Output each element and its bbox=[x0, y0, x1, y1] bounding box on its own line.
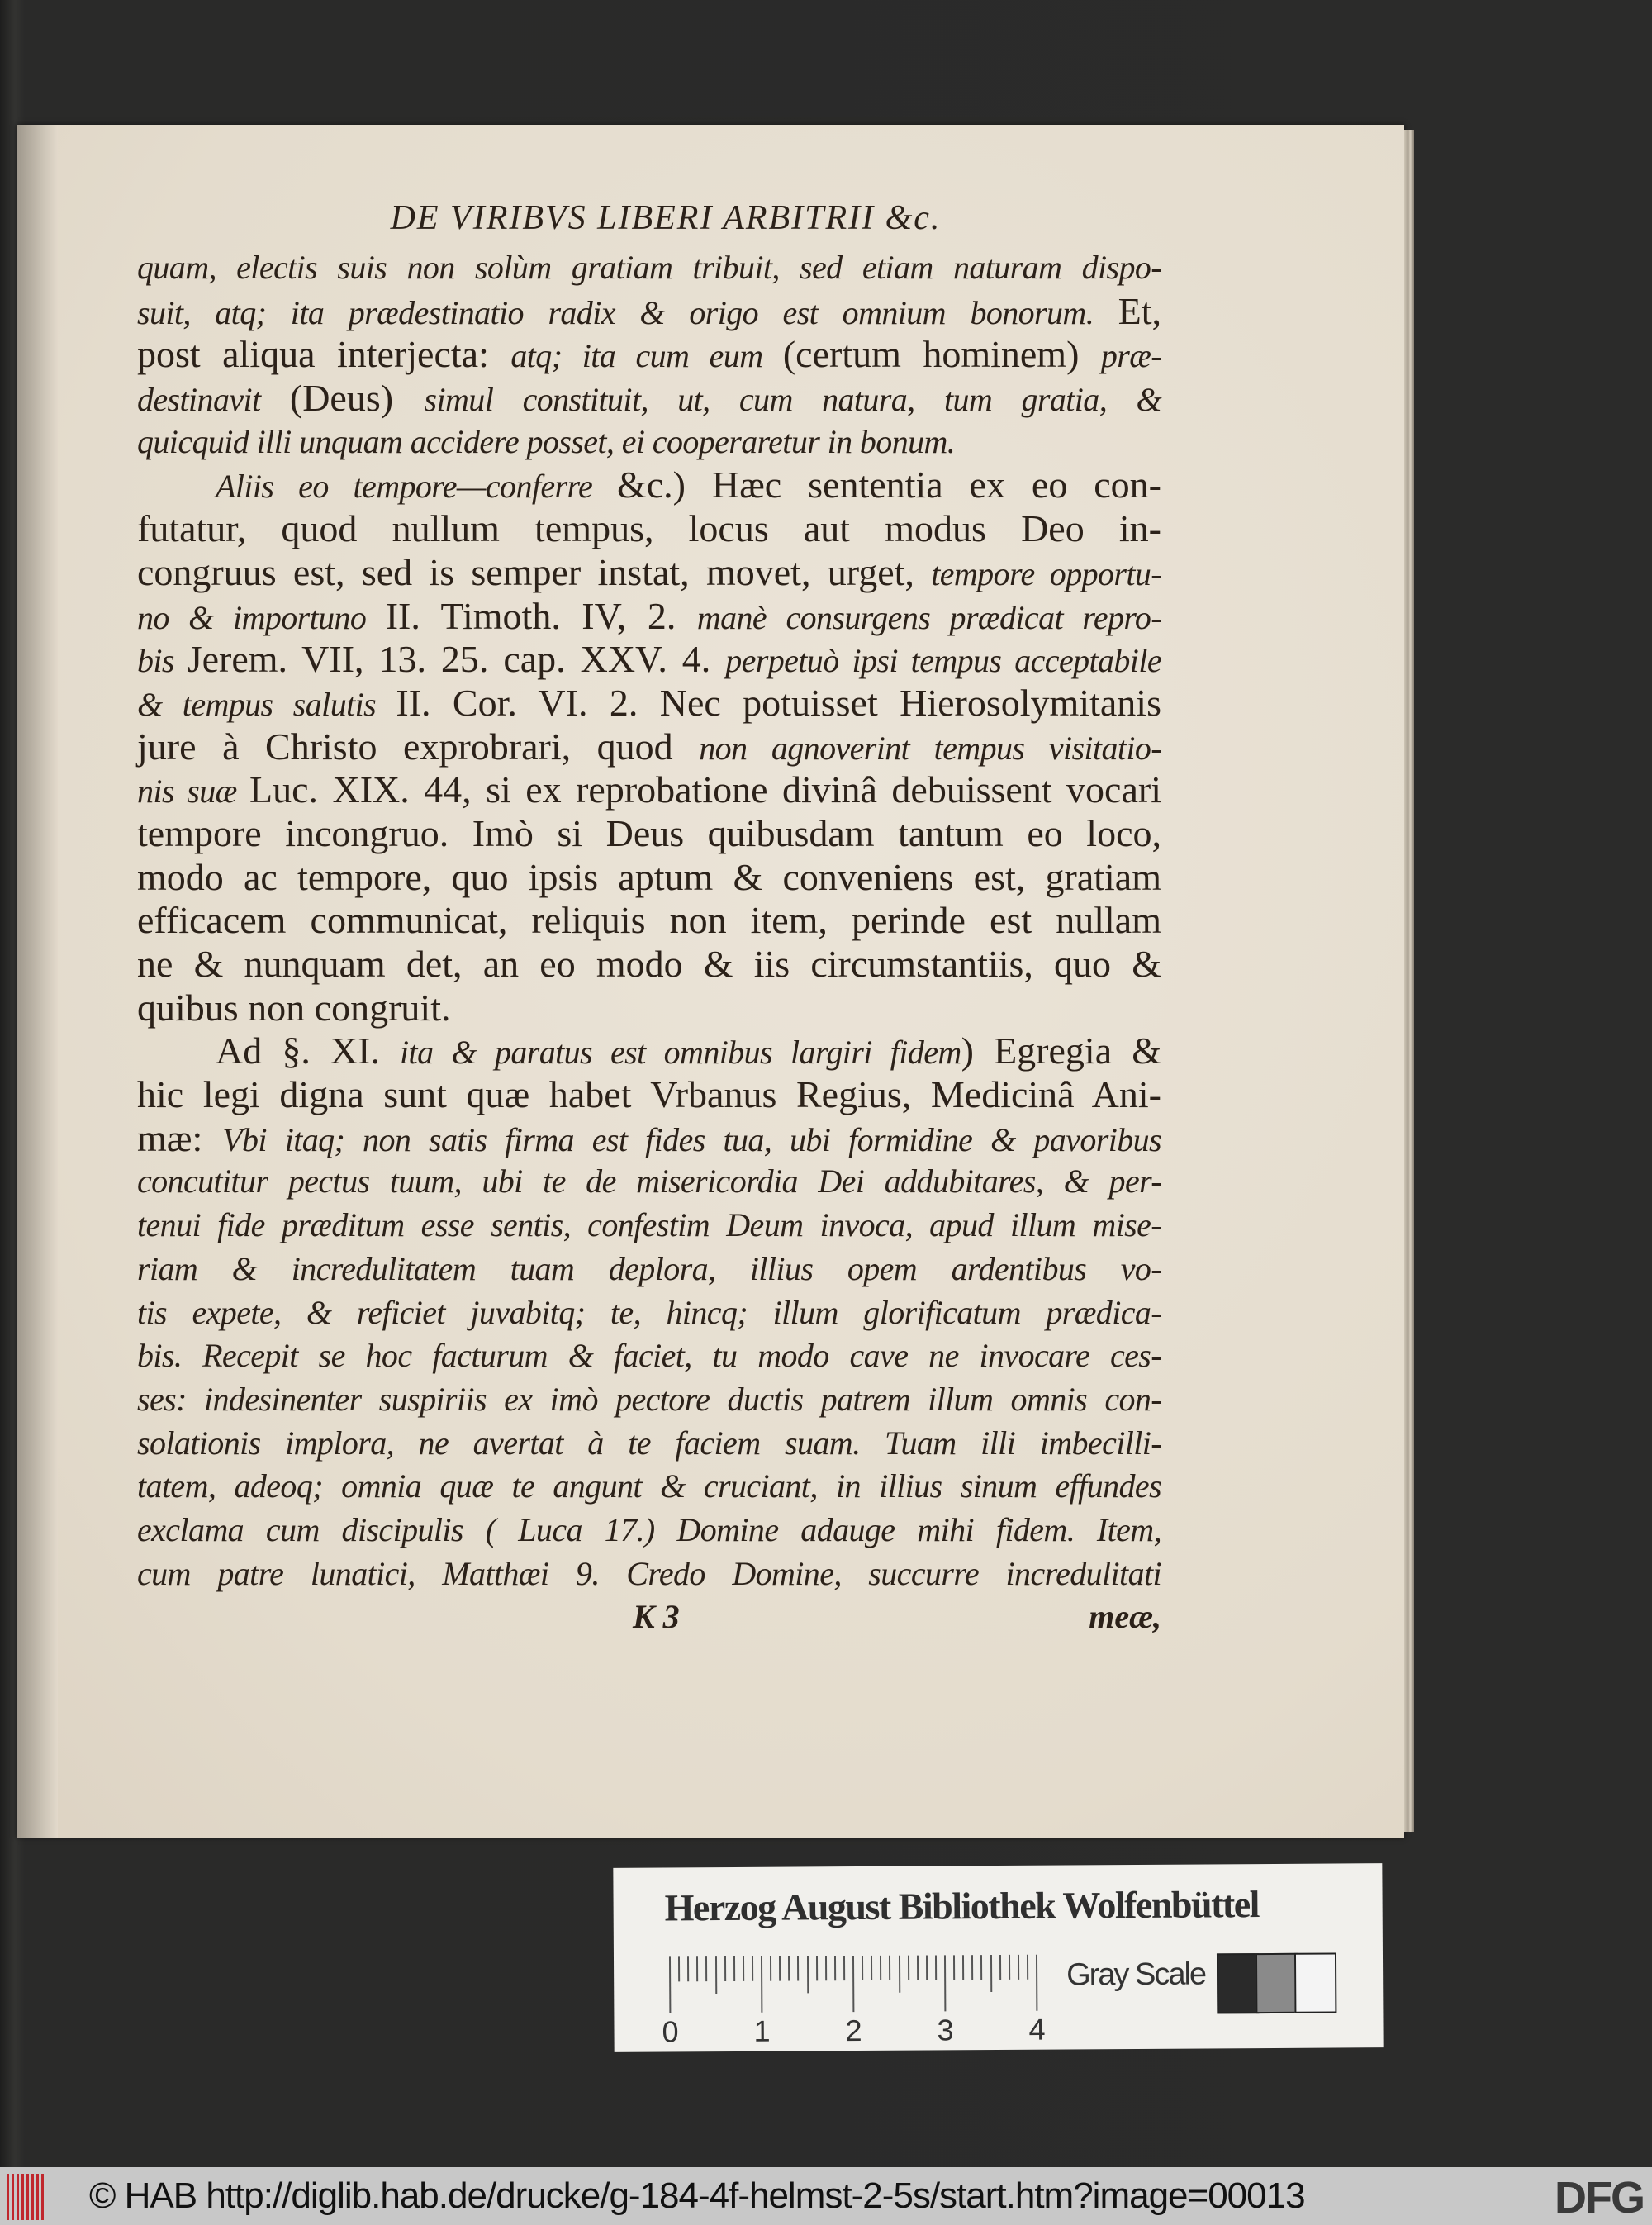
roman-segment: congruus est, sed is semper instat, movet, urget, bbox=[137, 550, 932, 593]
text-line bbox=[137, 421, 1161, 464]
italic-segment: Aliis eo tempore—conferre bbox=[216, 468, 617, 506]
roman-segment: Ad §. XI. bbox=[216, 1029, 401, 1072]
ruler-tick bbox=[1009, 1955, 1010, 1980]
roman-segment: tempore incongruo. Imò si Deus quibusdam tantum eo loco, bbox=[137, 811, 1161, 854]
ruler-tick bbox=[852, 1956, 854, 2012]
page-gutter-shadow bbox=[17, 125, 58, 1838]
text-line bbox=[137, 899, 1161, 943]
text-line bbox=[137, 812, 1161, 856]
ruler-tick bbox=[696, 1956, 698, 1981]
italic-segment: riam & incredulitatem tuam deplora, illius opem ardentibus vo- bbox=[137, 1249, 1161, 1287]
ruler-tick bbox=[999, 1955, 1001, 1980]
italic-segment: bis. Recepit se hoc facturum & faciet, tu modo cave ne invocare ces- bbox=[137, 1337, 1161, 1375]
text-line bbox=[137, 595, 1161, 639]
library-name: Herzog August Bibliothek Wolfenbüttel bbox=[664, 1883, 1260, 1929]
text-line bbox=[137, 246, 1161, 290]
ruler-tick bbox=[871, 1956, 872, 1980]
catchword: meæ, bbox=[1089, 1598, 1161, 1636]
catchline bbox=[137, 1595, 1161, 1639]
roman-segment: hic legi digna sunt quæ habet Vrbanus Regius, Medicinâ Ani- bbox=[137, 1073, 1161, 1116]
roman-segment: jure à Christo exprobrari, quod bbox=[137, 725, 700, 768]
italic-segment: solationis implora, ne avertat à te faciem suam. Tuam illi imbecilli- bbox=[137, 1424, 1161, 1462]
text-line bbox=[137, 1117, 1161, 1161]
text-line bbox=[137, 856, 1161, 900]
ruler-tick bbox=[953, 1955, 955, 1980]
text-line bbox=[137, 333, 1161, 377]
text-line bbox=[137, 682, 1161, 725]
ruler-tick bbox=[779, 1956, 781, 1981]
ruler-tick bbox=[971, 1955, 973, 1980]
italic-segment: quicquid illi unquam accidere posset, ei cooperaretur in bonum. bbox=[137, 422, 956, 460]
ruler-tick bbox=[862, 1956, 863, 1980]
roman-segment: Jerem. VII, 13. 25. cap. XXV. 4. bbox=[187, 638, 726, 681]
ruler-tick bbox=[752, 1956, 753, 1981]
ruler-number: 1 bbox=[753, 2013, 771, 2048]
ruler-tick bbox=[880, 1956, 881, 1980]
ruler-tick bbox=[724, 1956, 726, 1981]
text-line bbox=[137, 290, 1161, 334]
ruler-tick bbox=[806, 1956, 808, 1993]
italic-segment: no & importuno bbox=[137, 598, 386, 636]
ruler-tick bbox=[705, 1956, 707, 1981]
text-line bbox=[137, 464, 1161, 507]
roman-segment: quibus non congruit. bbox=[137, 986, 451, 1029]
running-head: DE VIRIBVS LIBERI ARBITRII &c. bbox=[390, 199, 942, 237]
italic-segment: bis bbox=[137, 642, 188, 680]
roman-segment: (Deus) bbox=[289, 377, 425, 420]
ruler-tick bbox=[908, 1956, 909, 1980]
italic-segment: tempore opportu- bbox=[931, 554, 1161, 592]
text-line bbox=[137, 507, 1161, 551]
italic-segment: tis expete, & reficiet juvabitq; te, hincq; illum glorificatum prædica- bbox=[137, 1293, 1161, 1331]
roman-segment: II. Timoth. IV, 2. bbox=[385, 594, 697, 637]
italic-segment: suit, atq; ita prædestinatio radix & origo est omnium bonorum. bbox=[137, 293, 1118, 331]
text-line bbox=[137, 1552, 1161, 1596]
italic-segment: manè consurgens prædicat repro- bbox=[696, 598, 1161, 636]
ruler-tick bbox=[687, 1956, 689, 1981]
ruler-tick bbox=[770, 1956, 771, 1981]
text-line bbox=[137, 1073, 1161, 1117]
ruler-tick bbox=[788, 1956, 790, 1981]
text-line bbox=[137, 1422, 1161, 1466]
roman-segment: post aliqua interjecta: bbox=[137, 333, 511, 376]
roman-segment: ne & nunquam det, an eo modo & iis circumstantiis, quo & bbox=[137, 943, 1161, 985]
ruler-tick bbox=[962, 1955, 964, 1980]
ruler-tick bbox=[980, 1955, 982, 1980]
text-line bbox=[137, 768, 1161, 812]
text-line bbox=[137, 1248, 1161, 1291]
text-line bbox=[137, 987, 1161, 1030]
italic-segment: cum patre lunatici, Matthæi 9. Credo Domine, succurre incredulitati bbox=[137, 1554, 1161, 1592]
hab-logo-icon bbox=[7, 2174, 46, 2220]
roman-segment: &c.) Hæc sententia ex eo con- bbox=[616, 464, 1161, 506]
italic-segment: atq; ita cum eum bbox=[510, 337, 783, 375]
text-line bbox=[137, 551, 1161, 595]
ruler-tick bbox=[743, 1956, 744, 1981]
text-line bbox=[137, 638, 1161, 682]
text-line bbox=[137, 1204, 1161, 1248]
page-edge bbox=[1404, 130, 1414, 1832]
italic-segment: Vbi itaq; non satis firma est fides tua, ubi formidine & pavoribus bbox=[222, 1120, 1161, 1158]
roman-segment: mæ: bbox=[137, 1116, 223, 1159]
body-lines bbox=[137, 246, 1161, 1595]
gray-scale-label: Gray Scale bbox=[1066, 1956, 1206, 1993]
ruler-tick bbox=[1036, 1955, 1037, 2011]
ruler-tick bbox=[1027, 1955, 1028, 1980]
ruler-tick bbox=[733, 1956, 735, 1981]
italic-segment: tenui fide præditum esse sentis, confestim Deum invoca, apud illum mise- bbox=[137, 1206, 1161, 1244]
italic-segment: ses: indesinenter suspiriis ex imò pectore ductis patrem illum omnis con- bbox=[137, 1380, 1161, 1418]
roman-segment: futatur, quod nullum tempus, locus aut modus Deo in- bbox=[137, 507, 1161, 550]
ruler-tick bbox=[917, 1956, 919, 1980]
text-line bbox=[137, 1334, 1161, 1378]
text-line bbox=[137, 1378, 1161, 1422]
italic-segment: non agnoverint tempus visitatio- bbox=[699, 729, 1161, 767]
roman-segment: (certum hominem) bbox=[782, 333, 1101, 376]
ruler-number: 0 bbox=[662, 2014, 679, 2049]
ruler-tick bbox=[834, 1956, 836, 1980]
ruler-tick bbox=[926, 1956, 928, 1980]
italic-segment: destinavit bbox=[137, 381, 290, 419]
roman-segment: II. Cor. VI. 2. Nec potuisset Hierosolymitanis bbox=[396, 681, 1161, 724]
roman-segment: Et, bbox=[1118, 289, 1161, 332]
ruler-tick bbox=[797, 1956, 799, 1980]
ruler-tick bbox=[816, 1956, 818, 1980]
text-line bbox=[137, 1029, 1161, 1073]
roman-segment: ) Egregia & bbox=[961, 1029, 1161, 1072]
italic-segment: ita & paratus est omnibus largiri fidem bbox=[400, 1034, 961, 1072]
italic-segment: quam, electis suis non solùm gratiam tribuit, sed etiam naturam dispo- bbox=[137, 249, 1161, 286]
italic-segment: exclama cum discipulis ( Luca 17.) Domine adauge mihi fidem. Item, bbox=[137, 1510, 1161, 1548]
roman-segment: efficacem communicat, reliquis non item, perinde est nullam bbox=[137, 899, 1161, 942]
ruler-tick bbox=[843, 1956, 845, 1980]
italic-segment: nis suæ bbox=[137, 773, 250, 811]
text-line bbox=[137, 943, 1161, 987]
footer-bar bbox=[0, 2167, 1652, 2225]
signature-mark: K 3 bbox=[633, 1598, 680, 1636]
text-line bbox=[137, 725, 1161, 769]
ruler-tick bbox=[935, 1955, 937, 1980]
italic-segment: & tempus salutis bbox=[137, 685, 396, 723]
ruler-tick bbox=[889, 1956, 890, 1980]
ruler-tick bbox=[678, 1956, 680, 1981]
gray-swatch bbox=[1256, 1953, 1298, 2013]
gray-swatch bbox=[1217, 1953, 1259, 2013]
roman-segment: Luc. XIX. 44, si ex reprobatione divinâ debuissent vocari bbox=[249, 768, 1161, 811]
roman-segment: modo ac tempore, quo ipsis aptum & conveniens est, gratiam bbox=[137, 855, 1161, 898]
italic-segment: concutitur pectus tuum, ubi te de misericordia Dei addubitares, & per- bbox=[137, 1162, 1161, 1200]
ruler-tick bbox=[1018, 1955, 1019, 1980]
ruler-tick bbox=[761, 1956, 762, 2013]
ruler-tick bbox=[944, 1955, 946, 2011]
ruler-tick bbox=[990, 1955, 991, 1992]
text-line bbox=[137, 1509, 1161, 1552]
ruler bbox=[669, 1955, 1047, 2015]
ruler-tick bbox=[714, 1956, 716, 1994]
ruler-number: 4 bbox=[1028, 2012, 1046, 2047]
copyright-url[interactable]: © HAB http://diglib.hab.de/drucke/g-184-4f-helmst-2-5s/start.htm?image=00013 bbox=[89, 2175, 1305, 2216]
text-line bbox=[137, 1291, 1161, 1335]
italic-segment: præ- bbox=[1100, 337, 1162, 375]
italic-segment: perpetuò ipsi tempus acceptabile bbox=[725, 642, 1161, 680]
italic-segment: simul constituit, ut, cum natura, tum gratia, & bbox=[424, 381, 1161, 419]
italic-segment: tatem, adeoq; omnia quæ te angunt & cruciant, in illius sinum effundes bbox=[137, 1467, 1161, 1505]
ruler-tick bbox=[825, 1956, 827, 1980]
page-text-block bbox=[137, 198, 1161, 1639]
ruler-number: 2 bbox=[845, 2013, 862, 2048]
dfg-logo: DFG bbox=[1555, 2173, 1644, 2223]
ruler-number: 3 bbox=[937, 2013, 954, 2047]
text-line bbox=[137, 1465, 1161, 1509]
ruler-tick bbox=[669, 1956, 671, 2013]
text-line bbox=[137, 377, 1161, 421]
gray-swatch bbox=[1294, 1952, 1336, 2013]
text-line bbox=[137, 1160, 1161, 1204]
ruler-tick bbox=[898, 1956, 900, 1993]
scale-label-card bbox=[613, 1863, 1383, 2052]
